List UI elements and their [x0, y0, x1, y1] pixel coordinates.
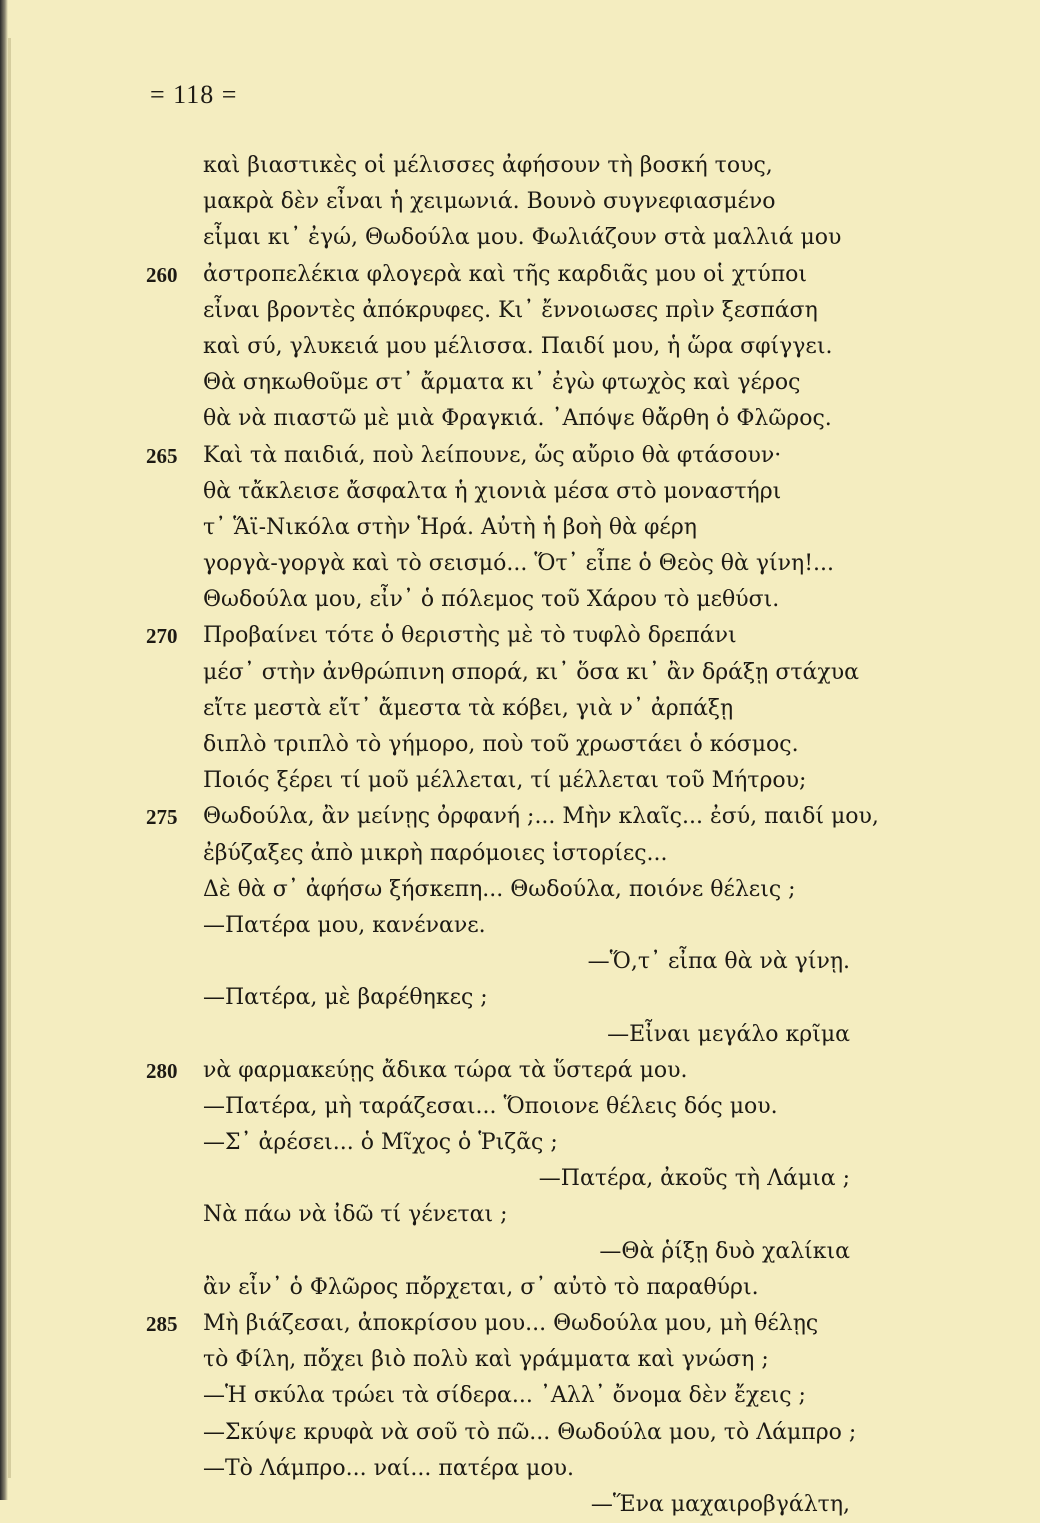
poem-line — [0, 980, 1040, 1016]
poem-line — [0, 546, 1040, 582]
line-text: Προβαίνει τότε ὁ θεριστὴς μὲ τὸ τυφλὸ δρεπάνι — [203, 623, 737, 649]
line-text: διπλὸ τριπλὸ τὸ γήμορο, ποὺ τοῦ χρωστάει ὁ κόσμος. — [203, 732, 799, 757]
line-text: Μὴ βιάζεσαι, ἀποκρίσου μου... Θωδούλα μου, μὴ θέλῃς — [203, 1311, 819, 1336]
line-text: εἶναι βροντὲς ἀπόκρυφες. Κι᾿ ἔννοιωσες πρὶν ξεσπάση — [203, 297, 818, 323]
poem-line — [0, 763, 1040, 799]
poem-line — [0, 220, 1040, 256]
line-text: ἐβύζαξες ἀπὸ μικρὴ παρόμοιες ἱστορίες... — [203, 840, 668, 866]
poem-line — [0, 293, 1040, 329]
line-text: Θωδούλα μου, εἶν᾿ ὁ πόλεμος τοῦ Χάρου τὸ μεθύσι. — [203, 587, 780, 613]
poem-line — [0, 401, 1040, 437]
poem-line — [0, 148, 1040, 184]
line-number: 275 — [146, 805, 178, 830]
line-number: 270 — [146, 624, 178, 649]
poem-text — [0, 148, 1040, 1523]
poem-line — [0, 1487, 1040, 1523]
poem-line — [0, 1125, 1040, 1161]
line-text: θὰ τἄκλεισε ἄσφαλτα ἡ χιονιὰ μέσα στὸ μοναστήρι — [203, 478, 782, 504]
line-text: —Ἡ σκύλα τρώει τὰ σίδερα... ᾿Αλλ᾿ ὄνομα δὲν ἔχεις ; — [203, 1383, 806, 1409]
line-text: Δὲ θὰ σ᾿ ἀφήσω ξήσκεπη... Θωδούλα, ποιόνε θέλεις ; — [203, 876, 796, 902]
line-text: —Εἶναι μεγάλο κρῖμα — [607, 1021, 850, 1047]
line-number: 285 — [146, 1312, 178, 1336]
poem-line — [0, 1306, 1040, 1342]
line-text: —Πατέρα, ἀκοῦς τὴ Λάμια ; — [538, 1166, 850, 1192]
line-text: Νὰ πάω νὰ ἰδῶ τί γένεται ; — [203, 1202, 508, 1228]
line-text: Θὰ σηκωθοῦμε στ᾿ ἄρματα κι᾿ ἐγὼ φτωχὸς καὶ γέρος — [203, 370, 801, 396]
poem-line — [0, 836, 1040, 872]
line-text: Ποιός ξέρει τί μοῦ μέλλεται, τί μέλλεται τοῦ Μήτρου; — [203, 768, 807, 794]
poem-line — [0, 329, 1040, 365]
poem-line — [0, 438, 1040, 474]
line-text: —Τὸ Λάμπρο... ναί... πατέρα μου. — [203, 1455, 574, 1481]
line-text: εἴτε μεστὰ εἴτ᾿ ἄμεστα τὰ κόβει, γιὰ ν᾿ ἀρπάξῃ — [203, 695, 734, 721]
poem-line — [0, 1017, 1040, 1053]
line-number: 280 — [146, 1058, 178, 1083]
poem-line — [0, 655, 1040, 691]
poem-line — [0, 872, 1040, 908]
line-text: —Σ᾿ ἀρέσει... ὁ Μῖχος ὁ Ῥιζᾶς ; — [203, 1130, 558, 1156]
line-text: —Σκύψε κρυφὰ νὰ σοῦ τὸ πῶ... Θωδούλα μου, τὸ Λάμπρο ; — [203, 1419, 857, 1445]
line-text: —Πατέρα μου, κανένανε. — [203, 912, 486, 938]
poem-line — [0, 1234, 1040, 1270]
line-text: θὰ νὰ πιαστῶ μὲ μιὰ Φραγκιά. ᾿Απόψε θἄρθη ὁ Φλῶρος. — [203, 406, 832, 432]
poem-line — [0, 799, 1040, 835]
poem-line — [0, 908, 1040, 944]
poem-line — [0, 510, 1040, 546]
poem-line — [0, 365, 1040, 401]
line-text: νὰ φαρμακεύῃς ἄδικα τώρα τὰ ὕστερά μου. — [203, 1057, 688, 1083]
poem-line — [0, 691, 1040, 727]
poem-line — [0, 1270, 1040, 1306]
line-text: Θωδούλα, ἂν μείνῃς ὀρφανή ;... Μὴν κλαῖς... ἐσύ, παιδί μου, — [203, 804, 879, 830]
poem-line — [0, 727, 1040, 763]
line-number: 260 — [146, 262, 178, 287]
line-text: —Πατέρα, μὲ βαρέθηκες ; — [203, 985, 488, 1011]
line-text: εἶμαι κι᾿ ἐγώ, Θωδούλα μου. Φωλιάζουν στὰ μαλλιά μου — [203, 225, 842, 251]
line-text: ἀστροπελέκια φλογερὰ καὶ τῆς καρδιᾶς μου οἱ χτύποι — [203, 261, 808, 287]
line-text: —Θὰ ῥίξῃ δυὸ χαλίκια — [599, 1238, 850, 1264]
poem-line — [0, 944, 1040, 980]
line-text: Καὶ τὰ παιδιά, ποὺ λείπουνε, ὥς αὔριο θὰ φτάσουν· — [203, 442, 782, 468]
line-text: τὸ Φίλη, πὄχει βιὸ πολὺ καὶ γράμματα καὶ γνώση ; — [203, 1347, 769, 1373]
line-text: καὶ βιαστικὲς οἱ μέλισσες ἀφήσουν τὴ βοσκή τους, — [203, 153, 773, 178]
page-number: = 118 = — [150, 80, 238, 109]
line-text: τ᾿ Ἅϊ-Νικόλα στὴν Ἡρά. Αὐτὴ ἡ βοὴ θὰ φέρη — [203, 514, 697, 540]
line-text: γοργὰ-γοργὰ καὶ τὸ σεισμό... Ὅτ᾿ εἶπε ὁ Θεὸς θὰ γίνη!... — [203, 551, 835, 577]
line-number: 265 — [146, 443, 178, 468]
poem-line — [0, 582, 1040, 618]
line-text: —Ἕνα μαχαιροβγάλτη, — [590, 1491, 850, 1517]
poem-line — [0, 618, 1040, 654]
line-text: —Πατέρα, μὴ ταράζεσαι... Ὅποιονε θέλεις δός μου. — [203, 1093, 778, 1119]
line-text: μέσ᾿ στὴν ἀνθρώπινη σπορά, κι᾿ ὅσα κι᾿ ἂν δράξῃ στάχυα — [203, 659, 859, 685]
poem-line — [0, 1197, 1040, 1233]
line-text: —Ὅ,τ᾿ εἶπα θὰ νὰ γίνῃ. — [587, 949, 850, 975]
poem-line — [0, 1161, 1040, 1197]
poem-line — [0, 1451, 1040, 1487]
line-text: μακρὰ δὲν εἶναι ἡ χειμωνιά. Βουνὸ συγνεφιασμένο — [203, 189, 776, 215]
line-text: ἂν εἶν᾿ ὁ Φλῶρος πὄρχεται, σ᾿ αὐτὸ τὸ παραθύρι. — [203, 1274, 759, 1300]
poem-line — [0, 257, 1040, 293]
poem-line — [0, 1342, 1040, 1378]
poem-line — [0, 1378, 1040, 1414]
poem-line — [0, 1415, 1040, 1451]
poem-line — [0, 474, 1040, 510]
poem-line — [0, 1053, 1040, 1089]
poem-line — [0, 184, 1040, 220]
line-text: καὶ σύ, γλυκειά μου μέλισσα. Παιδί μου, ἡ ὥρα σφίγγει. — [203, 333, 833, 359]
poem-line — [0, 1089, 1040, 1125]
